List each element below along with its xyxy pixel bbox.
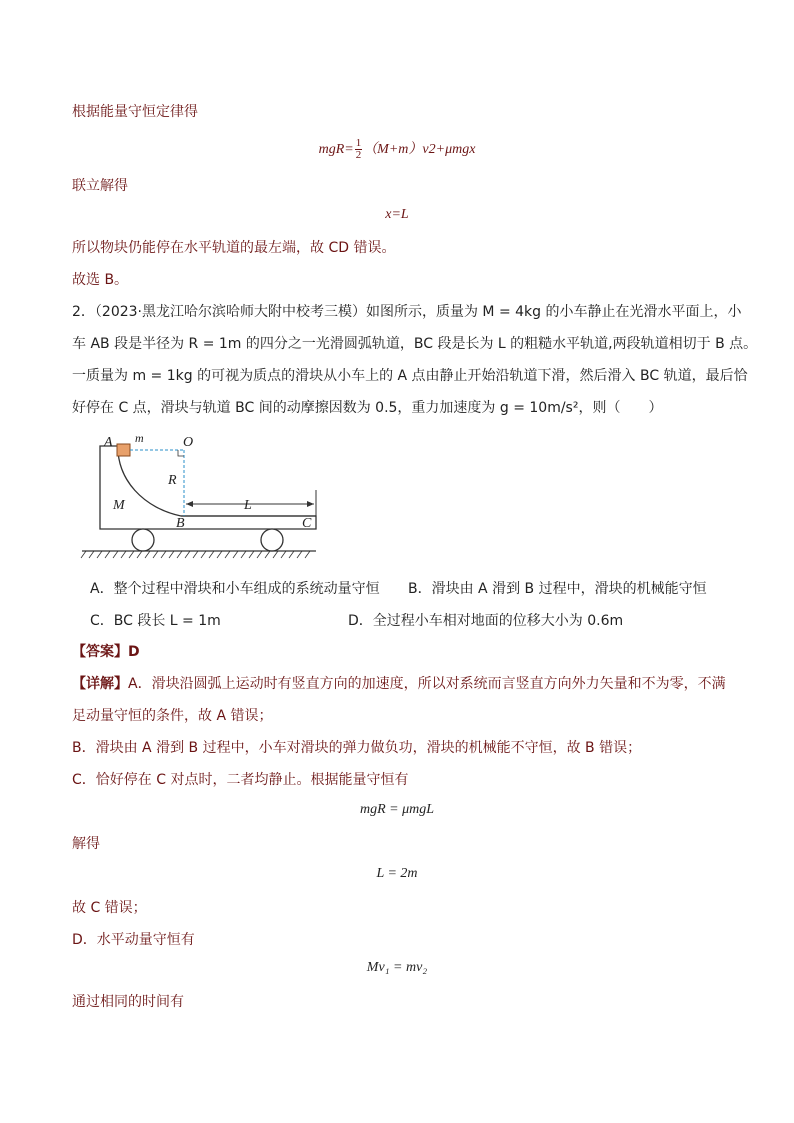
solve-intro-text: 联立解得 bbox=[72, 178, 128, 194]
arrowhead-right bbox=[307, 501, 314, 507]
option-d: D．全过程小车相对地面的位移大小为 0.6m bbox=[348, 613, 624, 629]
wheel-left bbox=[132, 529, 154, 551]
energy-formula bbox=[0, 138, 794, 161]
energy-intro-text: 根据能量守恒定律得 bbox=[72, 104, 198, 120]
c-conclusion-text: 故 C 错误； bbox=[72, 900, 147, 916]
analysis-line-c: C．恰好停在 C 对点时，二者均静止。根据能量守恒有 bbox=[72, 772, 409, 788]
wheel-right bbox=[261, 529, 283, 551]
choose-text: 故选 B。 bbox=[72, 272, 129, 288]
analysis-line-d: D．水平动量守恒有 bbox=[72, 932, 195, 948]
c-result-formula: L = 2m bbox=[376, 866, 418, 881]
analysis-line-b: B．滑块由 A 滑到 B 过程中，小车对滑块的弹力做负功，滑块的机械能不守恒，故 B 错误； bbox=[72, 740, 642, 756]
analysis-line-a2: 足动量守恒的条件，故 A 错误； bbox=[72, 708, 273, 724]
arrowhead-left bbox=[186, 501, 193, 507]
formula1-rhs: （M+m）v2+μmgx bbox=[363, 142, 476, 157]
formula1-lhs: mgR= bbox=[318, 142, 354, 157]
question-line-2: 车 AB 段是半径为 R = 1m 的四分之一光滑圆弧轨道，BC 段是长为 L 的粗糙水平轨道,两段轨道相切于 B 点。 bbox=[72, 336, 758, 352]
d-next-text: 通过相同的时间有 bbox=[72, 994, 184, 1010]
option-b: B．滑块由 A 滑到 B 过程中，滑块的机械能守恒 bbox=[408, 581, 707, 597]
label-o: O bbox=[183, 435, 194, 450]
right-angle-mark bbox=[178, 450, 184, 456]
label-l: L bbox=[244, 498, 252, 513]
conclusion-text: 所以物块仍能停在水平轨道的最左端，故 CD 错误。 bbox=[72, 240, 396, 256]
question-line-3: 一质量为 m = 1kg 的可视为质点的滑块从小车上的 A 点由静止开始沿轨道下滑，然后滑入 BC 轨道，最后恰 bbox=[72, 368, 748, 384]
answer-value: D bbox=[128, 644, 140, 660]
label-a: A bbox=[104, 435, 113, 450]
formula1-fraction bbox=[355, 138, 363, 161]
analysis-a-text-1: A．滑块沿圆弧上运动时有竖直方向的加速度，所以对系统而言竖直方向外力矢量和不为零，不满 bbox=[128, 676, 726, 692]
question-line-1: 2．（2023·黑龙江哈尔滨哈师大附中校考三模）如图所示，质量为 M = 4kg 的小车静止在光滑水平面上，小 bbox=[72, 304, 742, 320]
answer-label: 【答案】 bbox=[72, 644, 128, 660]
label-b: B bbox=[176, 516, 185, 531]
option-a: A．整个过程中滑块和小车组成的系统动量守恒 bbox=[90, 581, 380, 597]
label-r: R bbox=[168, 473, 177, 488]
c-energy-formula: mgR = μmgL bbox=[359, 802, 435, 817]
d-momentum-formula: Mv₁ = mv₂ bbox=[366, 960, 428, 975]
c-solve-text: 解得 bbox=[72, 836, 100, 852]
analysis-label: 【详解】 bbox=[72, 676, 128, 692]
label-m: m bbox=[135, 431, 144, 445]
fraction-denominator: 2 bbox=[355, 149, 362, 162]
answer-line bbox=[72, 642, 140, 662]
ground-hatching bbox=[81, 551, 310, 558]
slider-block bbox=[117, 444, 130, 456]
fraction-numerator: 1 bbox=[355, 137, 362, 150]
analysis-line-a1 bbox=[72, 674, 726, 694]
cart-diagram bbox=[80, 428, 330, 564]
option-c: C．BC 段长 L = 1m bbox=[90, 613, 221, 629]
question-line-4: 好停在 C 点，滑块与轨道 BC 间的动摩擦因数为 0.5，重力加速度为 g = 10m/s²，则（ ） bbox=[72, 400, 663, 416]
label-M: M bbox=[113, 498, 125, 513]
result-formula: x=L bbox=[385, 207, 409, 222]
label-c: C bbox=[302, 516, 312, 531]
